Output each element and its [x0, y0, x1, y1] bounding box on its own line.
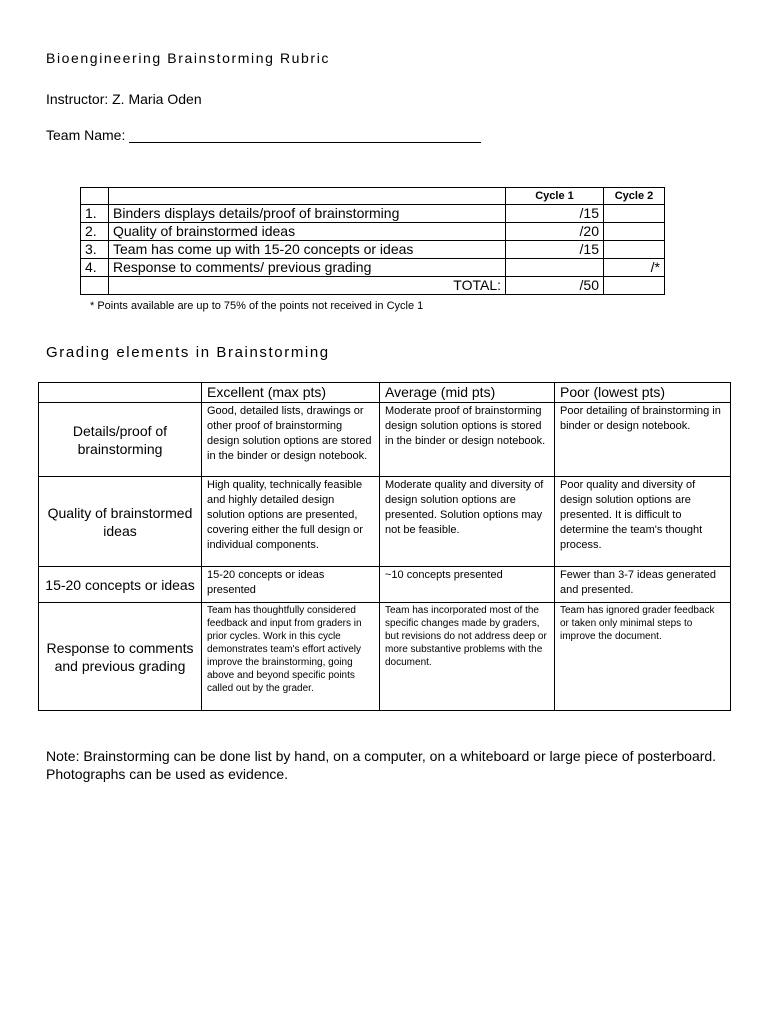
score-table-header-row	[81, 188, 665, 205]
score-row	[81, 205, 665, 223]
rubric-cell-average: ~10 concepts presented	[380, 567, 555, 603]
rubric-header-blank	[39, 383, 202, 403]
rubric-row	[39, 567, 731, 603]
score-row-num: 2.	[81, 223, 109, 241]
rubric-row-label: Quality of brainstormed ideas	[39, 477, 202, 567]
rubric-row-label: Response to comments and previous grading	[39, 603, 202, 711]
instructor-line: Instructor: Z. Maria Oden	[46, 91, 202, 107]
rubric-cell-poor: Fewer than 3-7 ideas generated and presented.	[555, 567, 731, 603]
score-row-item: Quality of brainstormed ideas	[109, 223, 506, 241]
rubric-cell-poor: Poor quality and diversity of design solution options are presented. It is difficult to determine the team's thought process.	[555, 477, 731, 567]
rubric-row-label: 15-20 concepts or ideas	[39, 567, 202, 603]
team-name-line	[46, 127, 481, 143]
score-row-cycle2[interactable]	[604, 205, 665, 223]
grading-title: Grading elements in Brainstorming	[46, 344, 330, 361]
score-row-num: 1.	[81, 205, 109, 223]
score-header-num	[81, 188, 109, 205]
rubric-row	[39, 477, 731, 567]
rubric-cell-average: Moderate quality and diversity of design solution options are presented. Solution options may not be feasible.	[380, 477, 555, 567]
score-header-cycle1: Cycle 1	[506, 188, 604, 205]
team-name-label: Team Name:	[46, 127, 126, 143]
score-row-cycle1[interactable]: /20	[506, 223, 604, 241]
score-header-cycle2: Cycle 2	[604, 188, 665, 205]
score-row-item: Binders displays details/proof of brainstorming	[109, 205, 506, 223]
rubric-header-row	[39, 383, 731, 403]
rubric-cell-excellent: High quality, technically feasible and highly detailed design solution options are presented, covering either the full design or individual components.	[202, 477, 380, 567]
rubric-cell-poor: Poor detailing of brainstorming in binder or design notebook.	[555, 403, 731, 477]
score-row-num: 4.	[81, 259, 109, 277]
score-row	[81, 259, 665, 277]
rubric-header-average: Average (mid pts)	[380, 383, 555, 403]
score-row-item: Team has come up with 15-20 concepts or ideas	[109, 241, 506, 259]
score-row	[81, 223, 665, 241]
rubric-header-poor: Poor (lowest pts)	[555, 383, 731, 403]
rubric-cell-average: Moderate proof of brainstorming design solution options is stored in the binder or design notebook.	[380, 403, 555, 477]
score-row-cycle1[interactable]	[506, 259, 604, 277]
score-total-label: TOTAL:	[109, 277, 506, 295]
score-row-cycle2[interactable]	[604, 241, 665, 259]
score-footnote: * Points available are up to 75% of the points not received in Cycle 1	[90, 300, 424, 312]
rubric-header-excellent: Excellent (max pts)	[202, 383, 380, 403]
rubric-cell-poor: Team has ignored grader feedback or taken only minimal steps to improve the document.	[555, 603, 731, 711]
score-total-cycle2[interactable]	[604, 277, 665, 295]
rubric-table	[38, 382, 731, 711]
score-row-cycle2[interactable]	[604, 223, 665, 241]
score-total-num	[81, 277, 109, 295]
rubric-cell-excellent: Good, detailed lists, drawings or other proof of brainstorming design solution options are stored in the binder or design notebook.	[202, 403, 380, 477]
document-title: Bioengineering Brainstorming Rubric	[46, 50, 331, 66]
score-total-row	[81, 277, 665, 295]
rubric-row	[39, 403, 731, 477]
rubric-cell-excellent: Team has thoughtfully considered feedback and input from graders in prior cycles. Work in this cycle demonstrates team's effort actively improve the brainstorming, going above and beyond specific points called out by the grader.	[202, 603, 380, 711]
score-row	[81, 241, 665, 259]
score-row-cycle1[interactable]: /15	[506, 205, 604, 223]
score-row-cycle2[interactable]: /*	[604, 259, 665, 277]
score-row-num: 3.	[81, 241, 109, 259]
score-row-cycle1[interactable]: /15	[506, 241, 604, 259]
score-header-item	[109, 188, 506, 205]
rubric-cell-average: Team has incorporated most of the specific changes made by graders, but revisions do not address deep or more substantive problems with the document.	[380, 603, 555, 711]
note-paragraph: Note: Brainstorming can be done list by hand, on a computer, on a whiteboard or large piece of posterboard. Photographs can be used as evidence.	[46, 748, 717, 782]
rubric-row	[39, 603, 731, 711]
score-table	[80, 187, 665, 295]
score-row-item: Response to comments/ previous grading	[109, 259, 506, 277]
team-name-blank[interactable]	[129, 128, 481, 143]
rubric-row-label: Details/proof of brainstorming	[39, 403, 202, 477]
rubric-cell-excellent: 15-20 concepts or ideas presented	[202, 567, 380, 603]
score-total-cycle1[interactable]: /50	[506, 277, 604, 295]
